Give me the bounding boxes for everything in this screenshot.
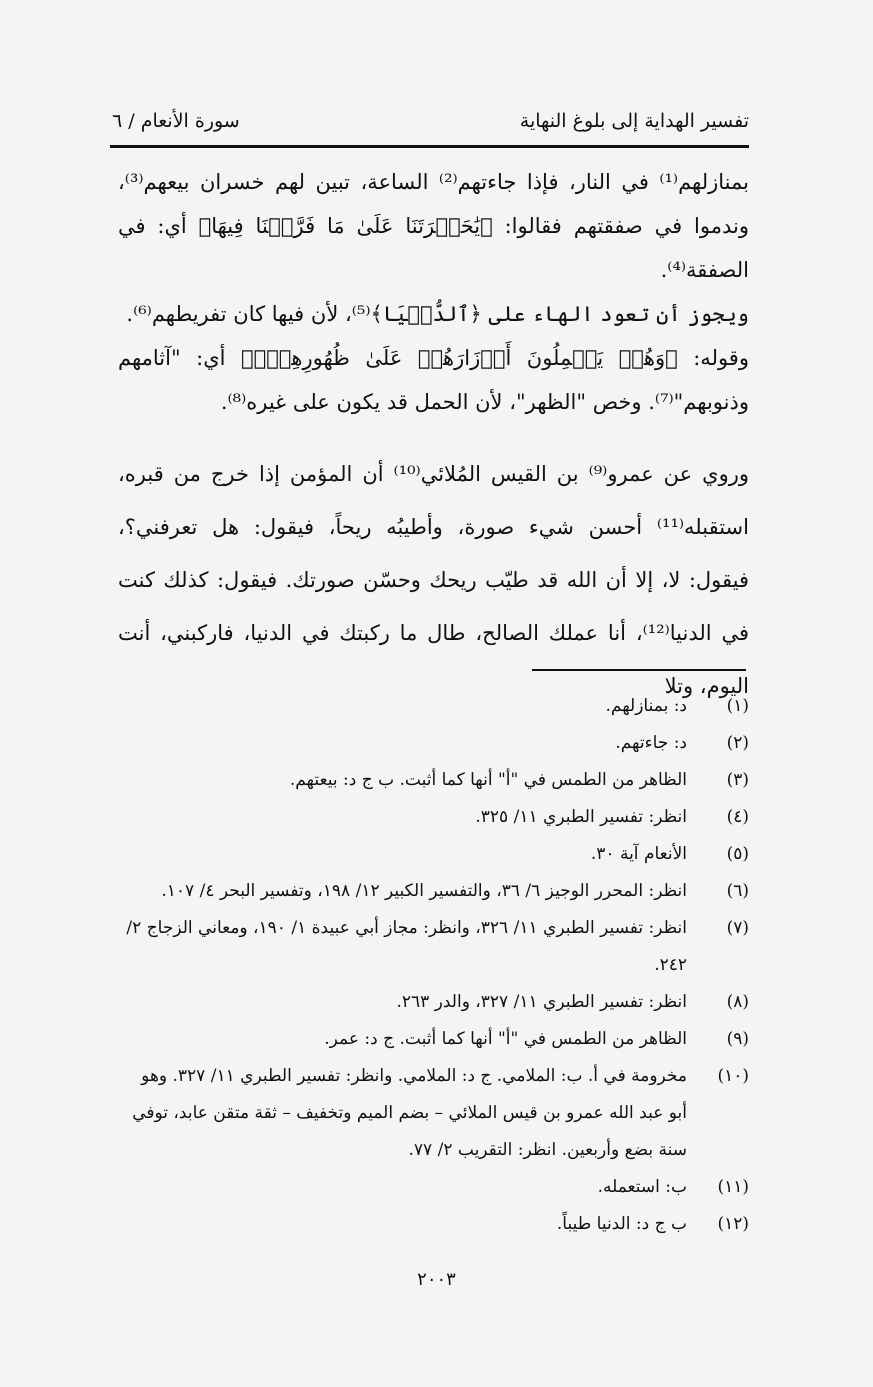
footnote-text: الظاهر من الطمس في "أ" أنها كما أثبت. ب ج د: بيعتهم. xyxy=(289,770,687,790)
footnote-number: (٦) xyxy=(726,881,749,901)
footnote-number: (١) xyxy=(726,696,749,716)
paragraph-1: بمنازلهم⁽¹⁾ في النار، فإذا جاءتهم⁽²⁾ الساعة، تبين لهم خسران بيعهم⁽³⁾، وندموا في صفقتهم فقالوا: ﴿يَٰحَسۡرَتَنَا عَلَىٰ مَا فَرَّطۡنَا فِيهَا﴾ أي: في الصفقة⁽⁴⁾. xyxy=(118,170,749,282)
footnote xyxy=(118,910,749,984)
footnote-number: (٣) xyxy=(726,770,749,790)
footnote xyxy=(118,1169,749,1206)
paragraph-3: وقوله: ﴿وَهُمۡ يَحۡمِلُونَ أَوۡزَارَهُمۡ عَلَىٰ ظُهُورِهِمۡۚ﴾ أي: "آثامهم وذنوبهم"⁽⁷⁾. وخص "الظهر"، لأن الحمل قد يكون على غيره⁽⁸⁾. xyxy=(118,346,749,414)
footnote xyxy=(118,762,749,799)
page-number: ٢٠٠٣ xyxy=(417,1269,456,1290)
footnote-number: (٩) xyxy=(726,1029,749,1049)
footnote-number: (٢) xyxy=(726,733,749,753)
footnote-text: انظر: تفسير الطبري ١١/ ٣٢٧، والدر ٢٦٣. xyxy=(396,992,687,1012)
footnote-text: ب: استعمله. xyxy=(597,1177,687,1197)
footnote-number: (١٢) xyxy=(717,1214,749,1234)
main-text xyxy=(118,160,749,713)
footnote xyxy=(118,1206,749,1243)
footnote-number: (١١) xyxy=(717,1177,749,1197)
footnote-text: انظر: تفسير الطبري ١١/ ٣٢٥. xyxy=(475,807,687,827)
running-header xyxy=(112,103,749,139)
footnote-text: ب ج د: الدنيا طيباً. xyxy=(556,1214,687,1234)
footnote xyxy=(118,688,749,725)
footnote xyxy=(118,1058,749,1169)
footnote xyxy=(118,984,749,1021)
surah-title: سورة الأنعام / ٦ xyxy=(112,110,240,132)
footnote xyxy=(118,1021,749,1058)
footnote xyxy=(118,725,749,762)
footnote-number: (١٠) xyxy=(717,1066,749,1086)
footnote-text: الأنعام آية ٣٠. xyxy=(590,844,687,864)
footnote-number: (٧) xyxy=(726,918,749,938)
footnote-text: د: بمنازلهم. xyxy=(605,696,687,716)
footnote-text: انظر: المحرر الوجيز ٦/ ٣٦، والتفسير الكبير ١٢/ ١٩٨، وتفسير البحر ٤/ ١٠٧. xyxy=(161,881,687,901)
footnote-number: (٨) xyxy=(726,992,749,1012)
footnotes xyxy=(118,688,749,1243)
header-rule xyxy=(110,145,749,148)
footnote-text: مخرومة في أ. ب: الملامي. ج د: الملامي. وانظر: تفسير الطبري ١١/ ٣٢٧. وهو أبو عبد الله عمرو بن قيس الملائي – بضم الميم وتخفيف – ثقة متقن عابد، توفي سنة بضع وأربعين. انظر: التقريب ٢/ ٧٧. xyxy=(132,1066,687,1160)
footnote-text: انظر: تفسير الطبري ١١/ ٣٢٦، وانظر: مجاز أبي عبيدة ١/ ١٩٠، ومعاني الزجاج ٢/ ٢٤٢. xyxy=(126,918,687,975)
footnote-rule xyxy=(532,669,746,671)
footnote xyxy=(118,799,749,836)
footnote-text: الظاهر من الطمس في "أ" أنها كما أثبت. ج د: عمر. xyxy=(324,1029,687,1049)
book-title: تفسير الهداية إلى بلوغ النهاية xyxy=(519,110,749,132)
paragraph-4: وروي عن عمرو⁽⁹⁾ بن القيس المُلائي⁽¹⁰⁾ أن المؤمن إذا خرج من قبره، استقبله⁽¹¹⁾ أحسن شيء صورة، وأطيبُه ريحاً، فيقول: هل تعرفني؟، فيقول: لا، إلا أن الله قد طيّب ريحك وحسّن صورتك. فيقول: كذلك كنت في الدنيا⁽¹²⁾، أنا عملك الصالح، طال ما ركبتك في الدنيا، فاركبني، أنت اليوم، وتلا xyxy=(118,462,750,698)
footnote xyxy=(118,836,749,873)
footnote-text: د: جاءتهم. xyxy=(615,733,687,753)
footnote-number: (٥) xyxy=(726,844,749,864)
footnote-number: (٤) xyxy=(726,807,749,827)
footnote xyxy=(118,873,749,910)
paragraph-2: ويجوز أن تعود الهاء على ﴿ٱلدُّنۡيَا﴾⁽⁵⁾، لأن فيها كان تفريطهم⁽⁶⁾. xyxy=(126,302,749,326)
